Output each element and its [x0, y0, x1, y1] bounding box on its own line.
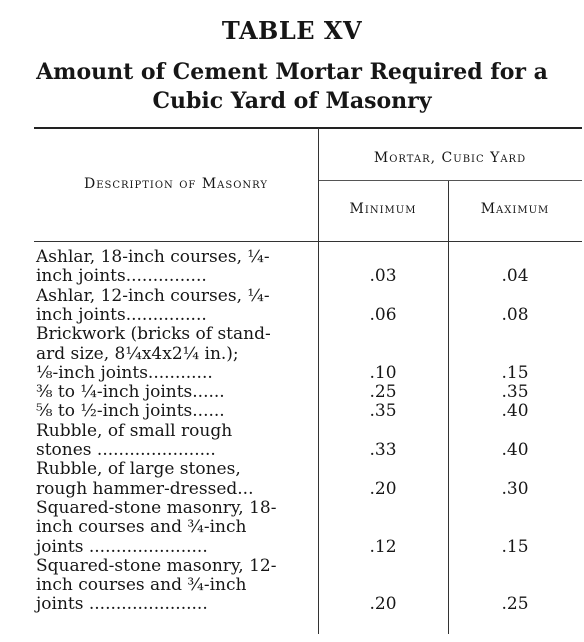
top-rule — [34, 127, 582, 129]
row-description-line: Squared-stone masonry, 18- — [36, 497, 277, 518]
row-maximum-value: .30 — [501, 478, 529, 499]
row-minimum-value: .03 — [369, 266, 397, 287]
row-maximum-value: .15 — [501, 536, 529, 557]
row-maximum-value: .35 — [501, 382, 529, 403]
row-description-line: Squared-stone masonry, 12- — [36, 555, 277, 576]
row-minimum-value: .33 — [369, 440, 397, 460]
row-minimum-value: .12 — [369, 536, 397, 557]
row-maximum-value: .40 — [501, 440, 529, 460]
row-minimum-value: .20 — [369, 478, 397, 499]
row-minimum-value: .06 — [369, 304, 397, 325]
row-minimum-value: .35 — [369, 401, 397, 422]
row-description-line: joints ...................... — [36, 536, 208, 557]
row-minimum-value: .20 — [369, 594, 397, 615]
row-minimum-value: .25 — [369, 382, 397, 403]
table-caption: Amount of Cement Mortar Required for a Cubic Yard of Masonry — [36, 59, 548, 114]
row-description-line: inch courses and ¾-inch — [36, 517, 247, 538]
row-description-line: ⅛-inch joints............ — [36, 362, 213, 383]
row-description-line: Brickwork (bricks of stand- — [36, 324, 271, 345]
row-maximum-value: .04 — [501, 266, 529, 287]
header-description: Description of Masonry — [83, 176, 269, 192]
row-description-line: Ashlar, 18-inch courses, ¼- — [36, 247, 270, 267]
row-description-line: ⅝ to ½-inch joints...... — [36, 401, 225, 422]
column-divider-minmax — [448, 181, 449, 634]
table-label: TABLE XV — [221, 16, 363, 45]
row-description-line: Rubble, of large stones, — [36, 459, 241, 480]
row-description-line: ard size, 8¼x4x2¼ in.); — [36, 343, 239, 364]
row-minimum-value: .10 — [369, 362, 397, 383]
row-description-line: ⅜ to ¼-inch joints...... — [36, 382, 225, 403]
header-bottom-rule — [34, 241, 582, 242]
row-description-line: Rubble, of small rough — [36, 420, 233, 441]
header-mortar-group: Mortar, Cubic Yard — [373, 150, 527, 166]
row-maximum-value: .40 — [501, 401, 529, 422]
header-minimum: Minimum — [349, 201, 417, 217]
row-maximum-value: .08 — [501, 304, 529, 325]
row-maximum-value: .15 — [501, 362, 529, 383]
row-description-line: Ashlar, 12-inch courses, ¼- — [36, 285, 270, 306]
row-description-line: rough hammer-dressed... — [36, 478, 254, 499]
row-description-line: inch courses and ¾-inch — [36, 575, 247, 596]
header-maximum: Maximum — [480, 201, 550, 217]
row-description-line: joints ...................... — [36, 594, 208, 615]
row-description-line: inch joints............... — [36, 304, 207, 325]
header-rule-mortar — [318, 180, 582, 181]
row-description-line: inch joints............... — [36, 266, 207, 287]
row-description-line: stones ...................... — [36, 440, 216, 460]
row-maximum-value: .25 — [501, 594, 529, 615]
